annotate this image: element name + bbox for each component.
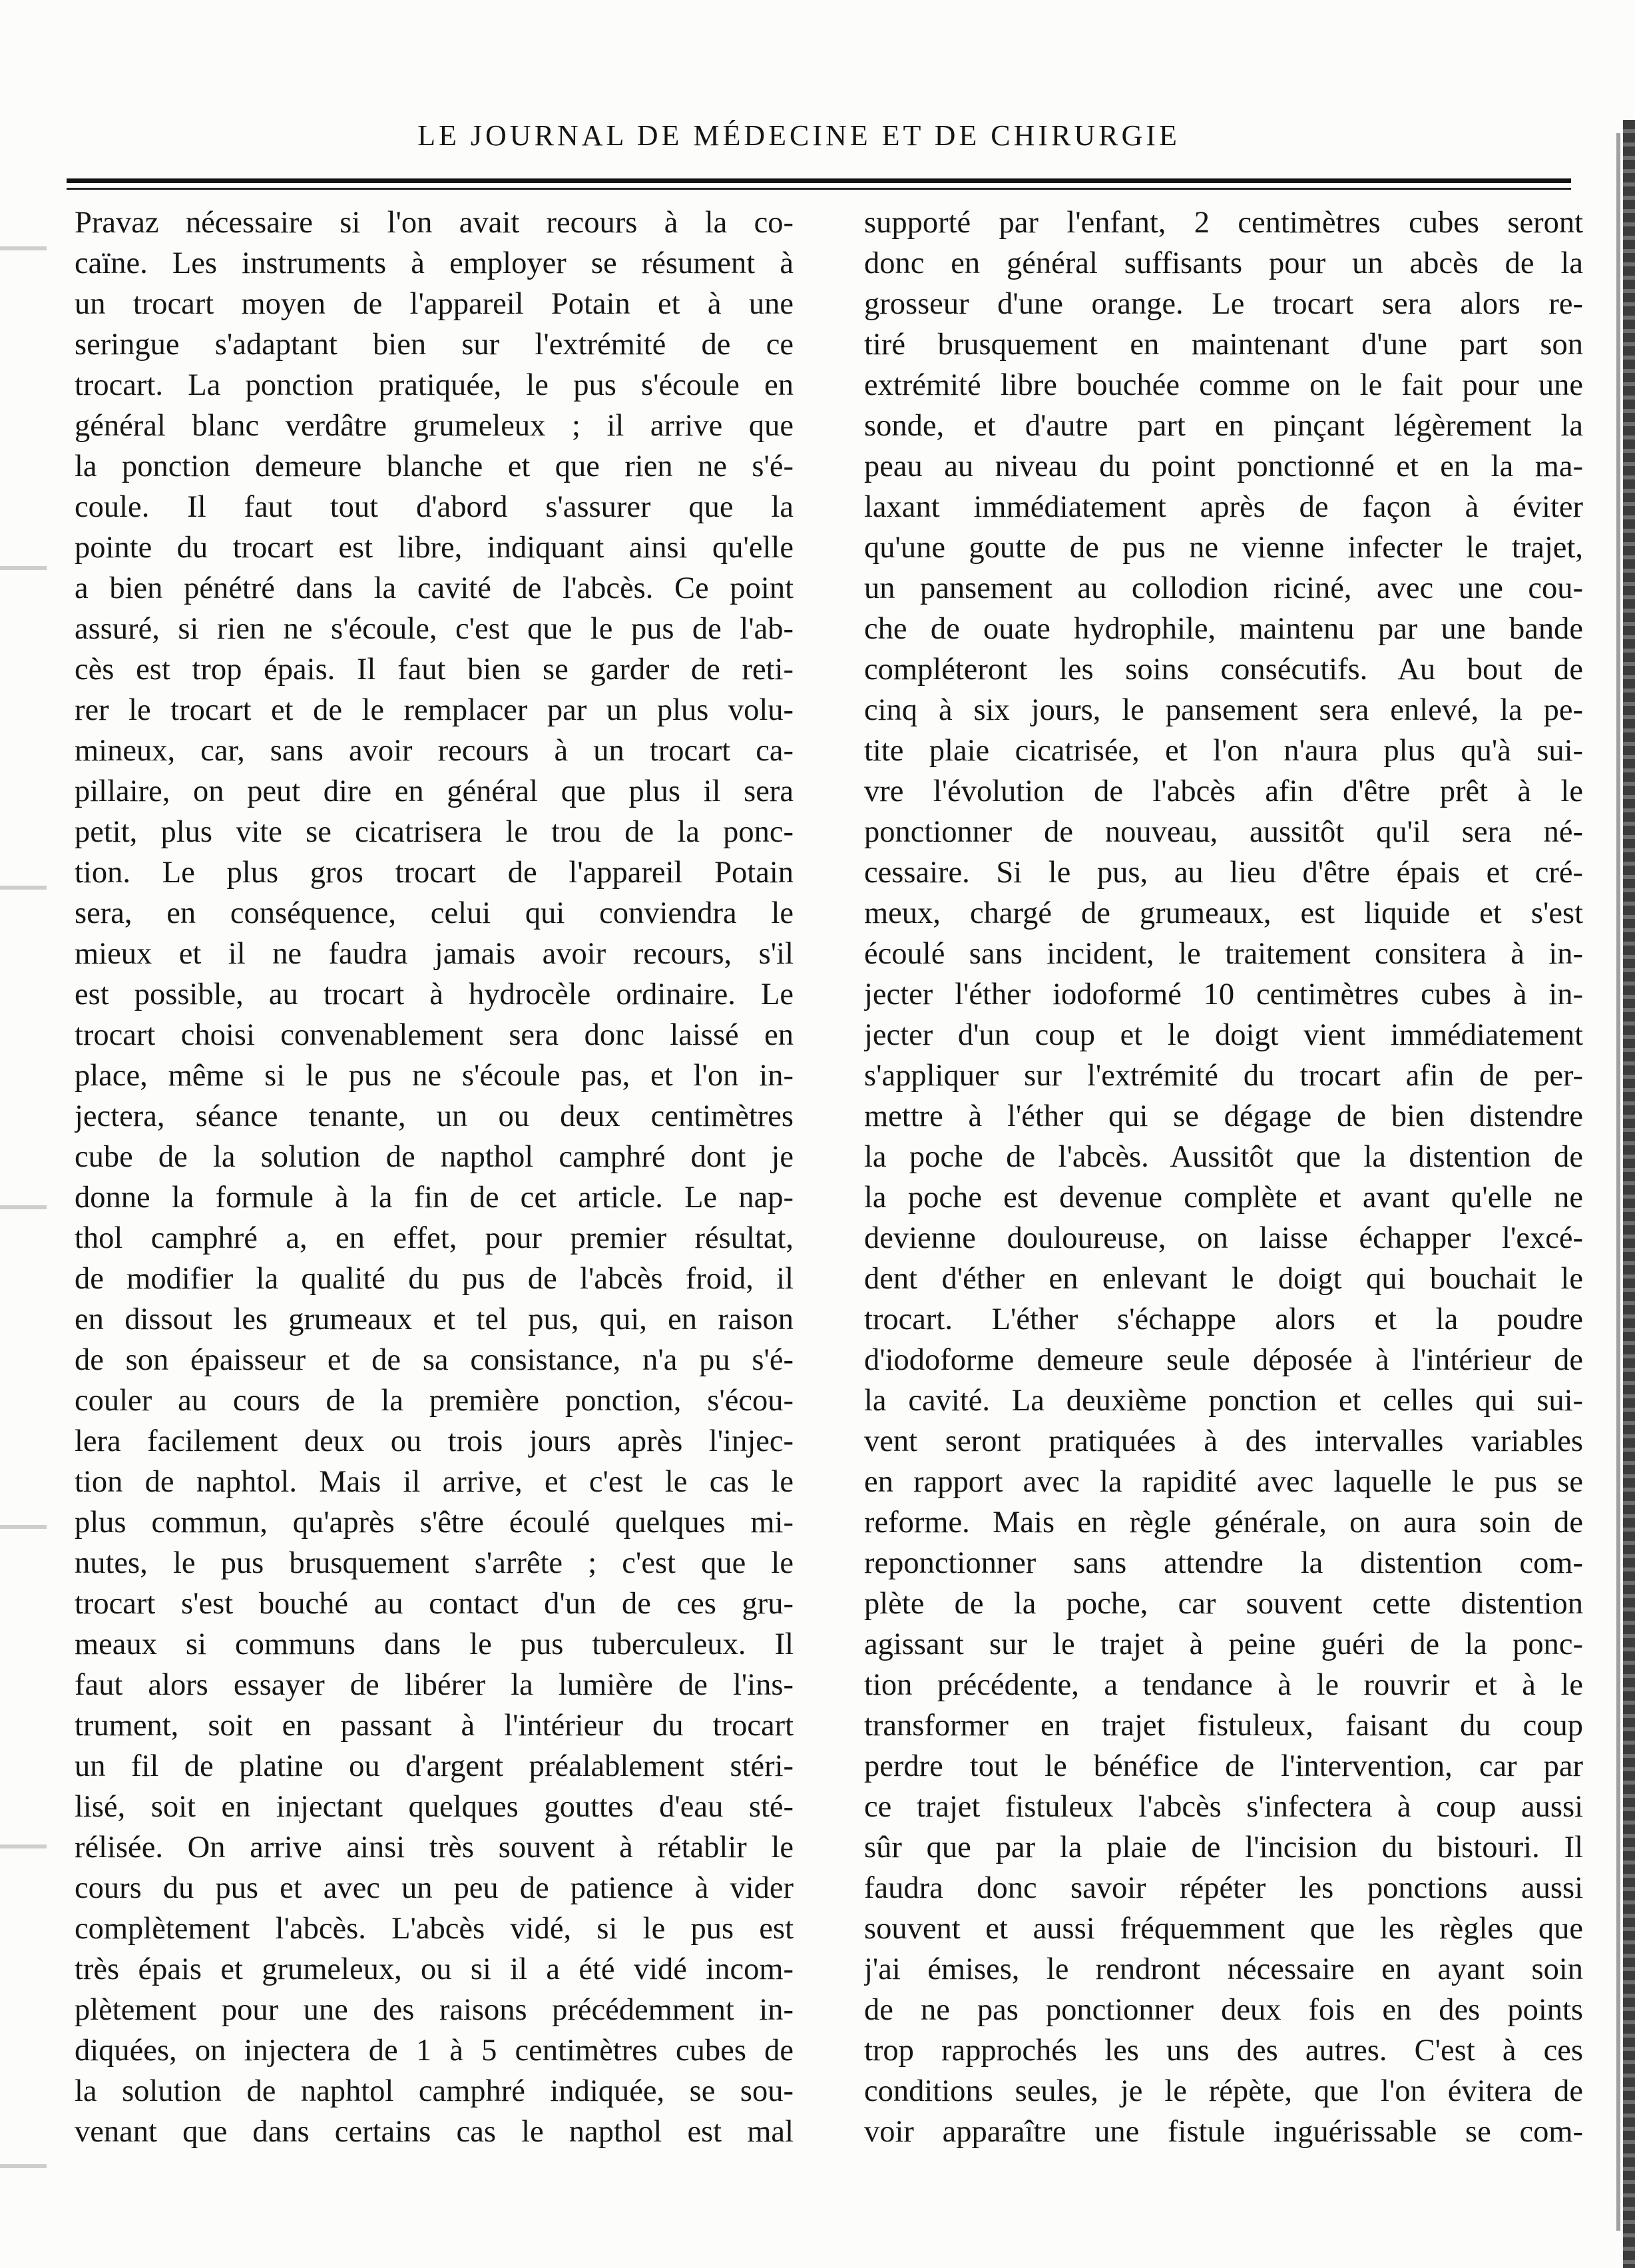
text-line: thol camphré a, en effet, pour premier résultat, — [75, 1221, 794, 1255]
text-line: la cavité. La deuxième ponction et celles qui sui- — [864, 1384, 1583, 1418]
text-line: cessaire. Si le pus, au lieu d'être épais et cré- — [864, 856, 1583, 890]
scan-edge-shadow — [1623, 120, 1635, 2268]
text-line: caïne. Les instruments à employer se résument à — [75, 246, 794, 280]
text-line: trocart choisi convenablement sera donc laissé en — [75, 1018, 794, 1052]
text-line: donc en général suffisants pour un abcès de la — [864, 246, 1583, 280]
text-line: coule. Il faut tout d'abord s'assurer que la — [75, 490, 794, 524]
text-line: peau au niveau du point ponctionné et en la ma- — [864, 449, 1583, 483]
text-line: grosseur d'une orange. Le trocart sera alors re- — [864, 287, 1583, 321]
text-line: plètement pour une des raisons précédemment in- — [75, 1993, 794, 2027]
text-line: trop rapprochés les uns des autres. C'est à ces — [864, 2034, 1583, 2068]
text-line: couler au cours de la première ponction, s'écou- — [75, 1384, 794, 1418]
text-line: sûr que par la plaie de l'incision du bistouri. Il — [864, 1831, 1583, 1864]
text-line: s'appliquer sur l'extrémité du trocart afin de per- — [864, 1059, 1583, 1093]
text-line: jecter l'éther iodoformé 10 centimètres cubes à in- — [864, 978, 1583, 1011]
text-line: conditions seules, je le répète, que l'on évitera de — [864, 2074, 1583, 2108]
text-line: lisé, soit en injectant quelques gouttes d'eau sté- — [75, 1790, 794, 1824]
text-line: en dissout les grumeaux et tel pus, qui, en raison — [75, 1302, 794, 1336]
text-line: laxant immédiatement après de façon à éviter — [864, 490, 1583, 524]
scan-edge-shadow-inner — [1616, 133, 1620, 2231]
text-line: meaux si communs dans le pus tuberculeux. Il — [75, 1627, 794, 1661]
text-line: reforme. Mais en règle générale, on aura soin de — [864, 1506, 1583, 1540]
text-line: sera, en conséquence, celui qui conviendra le — [75, 896, 794, 930]
text-line: la poche de l'abcès. Aussitôt que la distention de — [864, 1140, 1583, 1174]
text-line: petit, plus vite se cicatrisera le trou de la ponc- — [75, 815, 794, 849]
text-line: cinq à six jours, le pansement sera enlevé, la pe- — [864, 693, 1583, 727]
text-line: vre l'évolution de l'abcès afin d'être prêt à le — [864, 774, 1583, 808]
text-line: vent seront pratiquées à des intervalles variables — [864, 1424, 1583, 1458]
text-line: ce trajet fistuleux l'abcès s'infectera à coup aussi — [864, 1790, 1583, 1824]
text-line: rer le trocart et de le remplacer par un plus volu- — [75, 693, 794, 727]
text-line: trocart. La ponction pratiquée, le pus s'écoule en — [75, 368, 794, 402]
text-line: pointe du trocart est libre, indiquant ainsi qu'elle — [75, 531, 794, 565]
text-line: place, même si le pus ne s'écoule pas, et l'on in- — [75, 1059, 794, 1093]
text-line: cès est trop épais. Il faut bien se garder de reti- — [75, 653, 794, 687]
text-line: venant que dans certains cas le napthol est mal — [75, 2115, 794, 2149]
text-line: mieux et il ne faudra jamais avoir recours, s'il — [75, 937, 794, 971]
text-line: mineux, car, sans avoir recours à un trocart ca- — [75, 734, 794, 768]
text-line: lera facilement deux ou trois jours après l'injec- — [75, 1424, 794, 1458]
text-line: cours du pus et avec un peu de patience à vider — [75, 1871, 794, 1905]
text-line: trocart. L'éther s'échappe alors et la poudre — [864, 1302, 1583, 1336]
text-line: en rapport avec la rapidité avec laquelle le pus se — [864, 1465, 1583, 1499]
text-line: meux, chargé de grumeaux, est liquide et s'est — [864, 896, 1583, 930]
text-line: agissant sur le trajet à peine guéri de la ponc- — [864, 1627, 1583, 1661]
text-line: général blanc verdâtre grumeleux ; il arrive que — [75, 409, 794, 443]
text-line: souvent et aussi fréquemment que les règles que — [864, 1912, 1583, 1946]
text-line: écoulé sans incident, le traitement consitera à in- — [864, 937, 1583, 971]
right-column — [864, 202, 1583, 2152]
text-line: d'iodoforme demeure seule déposée à l'intérieur de — [864, 1343, 1583, 1377]
text-line: plus commun, qu'après s'être écoulé quelques mi- — [75, 1506, 794, 1540]
text-line: complètement l'abcès. L'abcès vidé, si le pus est — [75, 1912, 794, 1946]
text-line: jectera, séance tenante, un ou deux centimètres — [75, 1099, 794, 1133]
text-line: diquées, on injectera de 1 à 5 centimètres cubes de — [75, 2034, 794, 2068]
text-line: un trocart moyen de l'appareil Potain et à une — [75, 287, 794, 321]
text-line: un pansement au collodion riciné, avec une cou- — [864, 571, 1583, 605]
text-line: très épais et grumeleux, ou si il a été vidé incom- — [75, 1952, 794, 1986]
text-line: voir apparaître une fistule inguérissable se com- — [864, 2115, 1583, 2149]
text-line: la poche est devenue complète et avant qu'elle ne — [864, 1181, 1583, 1215]
text-line: pillaire, on peut dire en général que plus il sera — [75, 774, 794, 808]
header-rule-thin — [67, 188, 1571, 190]
text-line: de ne pas ponctionner deux fois en des points — [864, 1993, 1583, 2027]
text-line: ponctionner de nouveau, aussitôt qu'il sera né- — [864, 815, 1583, 849]
text-line: reponctionner sans attendre la distention com- — [864, 1546, 1583, 1580]
text-line: de son épaisseur et de sa consistance, n'a pu s'é- — [75, 1343, 794, 1377]
text-line: mettre à l'éther qui se dégage de bien distendre — [864, 1099, 1583, 1133]
text-line: supporté par l'enfant, 2 centimètres cubes seront — [864, 206, 1583, 240]
text-line: j'ai émises, le rendront nécessaire en ayant soin — [864, 1952, 1583, 1986]
text-line: extrémité libre bouchée comme on le fait pour une — [864, 368, 1583, 402]
text-line: che de ouate hydrophile, maintenu par une bande — [864, 612, 1583, 646]
text-line: a bien pénétré dans la cavité de l'abcès. Ce point — [75, 571, 794, 605]
text-line: perdre tout le bénéfice de l'intervention, car par — [864, 1749, 1583, 1783]
text-line: qu'une goutte de pus ne vienne infecter le trajet, — [864, 531, 1583, 565]
text-line: assuré, si rien ne s'écoule, c'est que le pus de l'ab- — [75, 612, 794, 646]
text-line: dent d'éther en enlevant le doigt qui bouchait le — [864, 1262, 1583, 1296]
text-line: devienne douloureuse, on laisse échapper l'excé- — [864, 1221, 1583, 1255]
text-line: tion précédente, a tendance à le rouvrir et à le — [864, 1668, 1583, 1702]
text-line: jecter d'un coup et le doigt vient immédiatement — [864, 1018, 1583, 1052]
text-line: tiré brusquement en maintenant d'une part son — [864, 328, 1583, 362]
text-line: plète de la poche, car souvent cette distention — [864, 1587, 1583, 1621]
text-line: est possible, au trocart à hydrocèle ordinaire. Le — [75, 978, 794, 1011]
text-line: trument, soit en passant à l'intérieur du trocart — [75, 1709, 794, 1743]
text-line: sonde, et d'autre part en pinçant légèrement la — [864, 409, 1583, 443]
text-line: de modifier la qualité du pus de l'abcès froid, il — [75, 1262, 794, 1296]
text-line: faudra donc savoir répéter les ponctions aussi — [864, 1871, 1583, 1905]
text-line: tion de naphtol. Mais il arrive, et c'est le cas le — [75, 1465, 794, 1499]
text-line: tion. Le plus gros trocart de l'appareil Potain — [75, 856, 794, 890]
left-column — [75, 202, 794, 2152]
text-line: donne la formule à la fin de cet article. Le nap- — [75, 1181, 794, 1215]
scan-margin-specks — [0, 100, 47, 2231]
text-line: la ponction demeure blanche et que rien ne s'é- — [75, 449, 794, 483]
text-line: rélisée. On arrive ainsi très souvent à rétablir le — [75, 1831, 794, 1864]
text-line: compléteront les soins consécutifs. Au bout de — [864, 653, 1583, 687]
text-line: tite plaie cicatrisée, et l'on n'aura plus qu'à sui- — [864, 734, 1583, 768]
text-line: transformer en trajet fistuleux, faisant du coup — [864, 1709, 1583, 1743]
text-line: un fil de platine ou d'argent préalablement stéri- — [75, 1749, 794, 1783]
running-title: LE JOURNAL DE MÉDECINE ET DE CHIRURGIE — [417, 119, 1180, 152]
text-line: trocart s'est bouché au contact d'un de ces gru- — [75, 1587, 794, 1621]
text-line: nutes, le pus brusquement s'arrête ; c'est que le — [75, 1546, 794, 1580]
text-line: Pravaz nécessaire si l'on avait recours à la co- — [75, 206, 794, 240]
header-rule-thick — [67, 178, 1571, 183]
text-line: cube de la solution de napthol camphré dont je — [75, 1140, 794, 1174]
text-line: la solution de naphtol camphré indiquée, se sou- — [75, 2074, 794, 2108]
text-line: faut alors essayer de libérer la lumière de l'ins- — [75, 1668, 794, 1702]
text-line: seringue s'adaptant bien sur l'extrémité de ce — [75, 328, 794, 362]
